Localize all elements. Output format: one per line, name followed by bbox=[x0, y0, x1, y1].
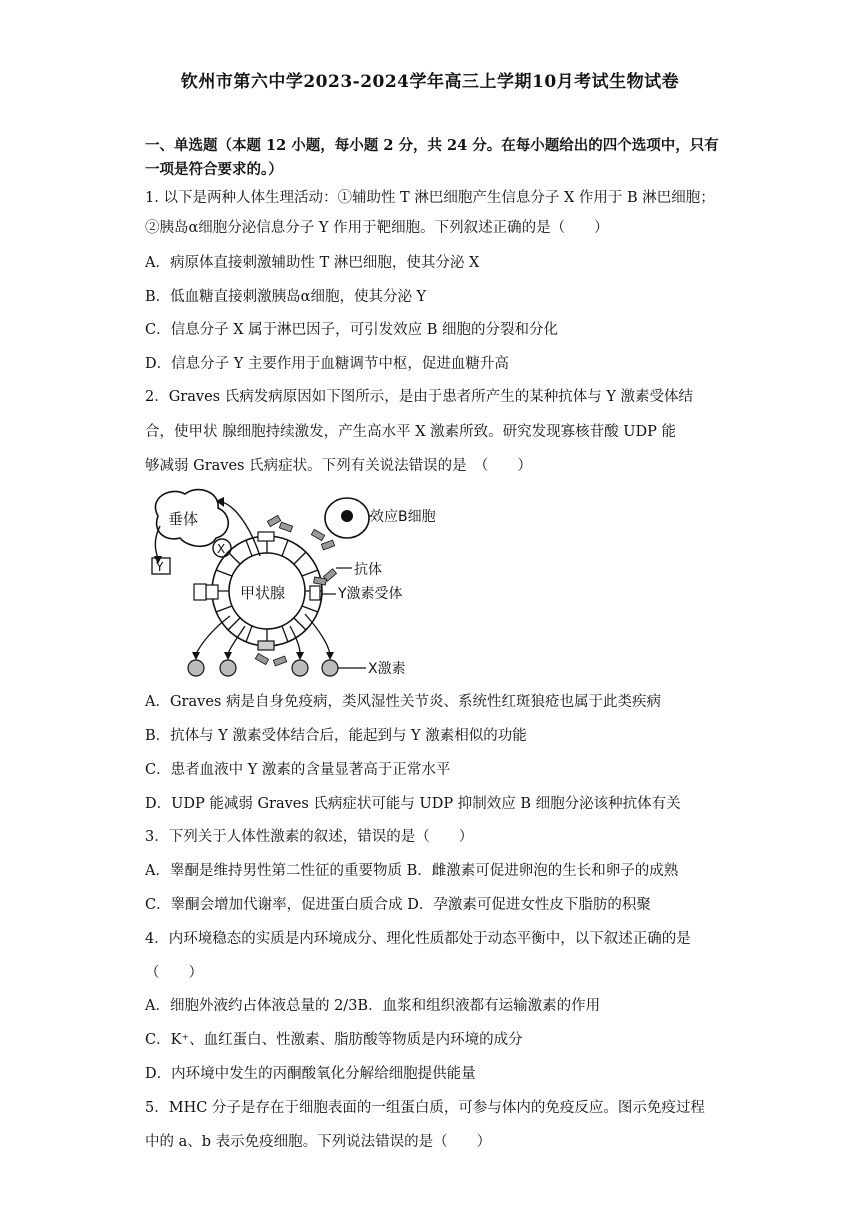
q4-option-c: C．K⁺、血红蛋白、性激素、脂肪酸等物质是内环境的成分 bbox=[145, 1032, 523, 1048]
q2-option-b: B．抗体与 Y 激素受体结合后，能起到与 Y 激素相似的功能 bbox=[145, 728, 527, 744]
q2-stem: 2．Graves 氏病发病原因如下图所示，是由于患者所产生的某种抗体与 Y 激素受体结 bbox=[145, 389, 693, 405]
receptor-label: Y激素受体 bbox=[338, 586, 403, 602]
x-hormone-label: X激素 bbox=[368, 661, 406, 677]
q4-options-ab: A．细胞外液约占体液总量的 2/3B．血浆和组织液都有运输激素的作用 bbox=[145, 998, 601, 1014]
q1-stem-cont: ②胰岛α细胞分泌信息分子 Y 作用于靶细胞。下列叙述正确的是（ ） bbox=[145, 220, 609, 236]
x-circle-label: X bbox=[217, 542, 226, 556]
section-heading: 一、单选题（本题 12 小题，每小题 2 分，共 24 分。在每小题给出的四个选项中，只有 bbox=[145, 137, 719, 154]
graves-disease-diagram bbox=[140, 486, 440, 686]
q5-stem-cont: 中的 a、b 表示免疫细胞。下列说法错误的是（ ） bbox=[145, 1134, 492, 1150]
antibody-label: 抗体 bbox=[354, 562, 382, 578]
q1-option-b: B．低血糖直接刺激胰岛α细胞，使其分泌 Y bbox=[145, 289, 427, 305]
q3-stem: 3．下列关于人体性激素的叙述，错误的是（ ） bbox=[145, 829, 474, 845]
plasma-cell-label: 效应B细胞 bbox=[370, 509, 436, 525]
q5-stem: 5．MHC 分子是存在于细胞表面的一组蛋白质，可参与体内的免疫反应。图示免疫过程 bbox=[145, 1100, 705, 1116]
q2-option-a: A．Graves 病是自身免疫病，类风湿性关节炎、系统性红斑狼疮也属于此类疾病 bbox=[145, 694, 661, 710]
pituitary-label: 垂体 bbox=[168, 510, 199, 528]
thyroid-label: 甲状腺 bbox=[240, 584, 286, 602]
q3-options-cd: C．睾酮会增加代谢率，促进蛋白质合成 D．孕激素可促进女性皮下脂肪的积聚 bbox=[145, 897, 651, 913]
q1-option-c: C．信息分子 X 属于淋巴因子，可引发效应 B 细胞的分裂和分化 bbox=[145, 322, 559, 338]
q2-option-d: D．UDP 能减弱 Graves 氏病症状可能与 UDP 抑制效应 B 细胞分泌该种抗体有关 bbox=[145, 796, 681, 812]
q3-options-ab: A．睾酮是维持男性第二性征的重要物质 B．雌激素可促进卵泡的生长和卵子的成熟 bbox=[145, 863, 679, 879]
q1-stem: 1. 以下是两种人体生理活动：①辅助性 T 淋巴细胞产生信息分子 X 作用于 B 淋巴细胞； bbox=[145, 190, 715, 206]
page-title: 钦州市第六中学2023-2024学年高三上学期10月考试生物试卷 bbox=[180, 72, 680, 92]
q4-stem: 4．内环境稳态的实质是内环境成分、理化性质都处于动态平衡中，以下叙述正确的是 bbox=[145, 931, 691, 947]
q2-stem-cont: 合，使甲状 腺细胞持续激发，产生高水平 X 激素所致。研究发现寡核苷酸 UDP 能 bbox=[145, 424, 676, 440]
q2-option-c: C．患者血液中 Y 激素的含量显著高于正常水平 bbox=[145, 762, 451, 778]
q4-stem-cont: （ ） bbox=[145, 965, 203, 981]
section-heading-cont: 一项是符合要求的。） bbox=[145, 161, 283, 178]
q4-option-d: D．内环境中发生的丙酮酸氧化分解给细胞提供能量 bbox=[145, 1066, 476, 1082]
q1-option-a: A．病原体直接刺激辅助性 T 淋巴细胞，使其分泌 X bbox=[145, 255, 480, 271]
y-box-label: Y bbox=[156, 560, 164, 574]
q2-stem-cont2: 够减弱 Graves 氏病症状。下列有关说法错误的是 （ ） bbox=[145, 458, 532, 474]
q1-option-d: D．信息分子 Y 主要作用于血糖调节中枢，促进血糖升高 bbox=[145, 356, 509, 372]
